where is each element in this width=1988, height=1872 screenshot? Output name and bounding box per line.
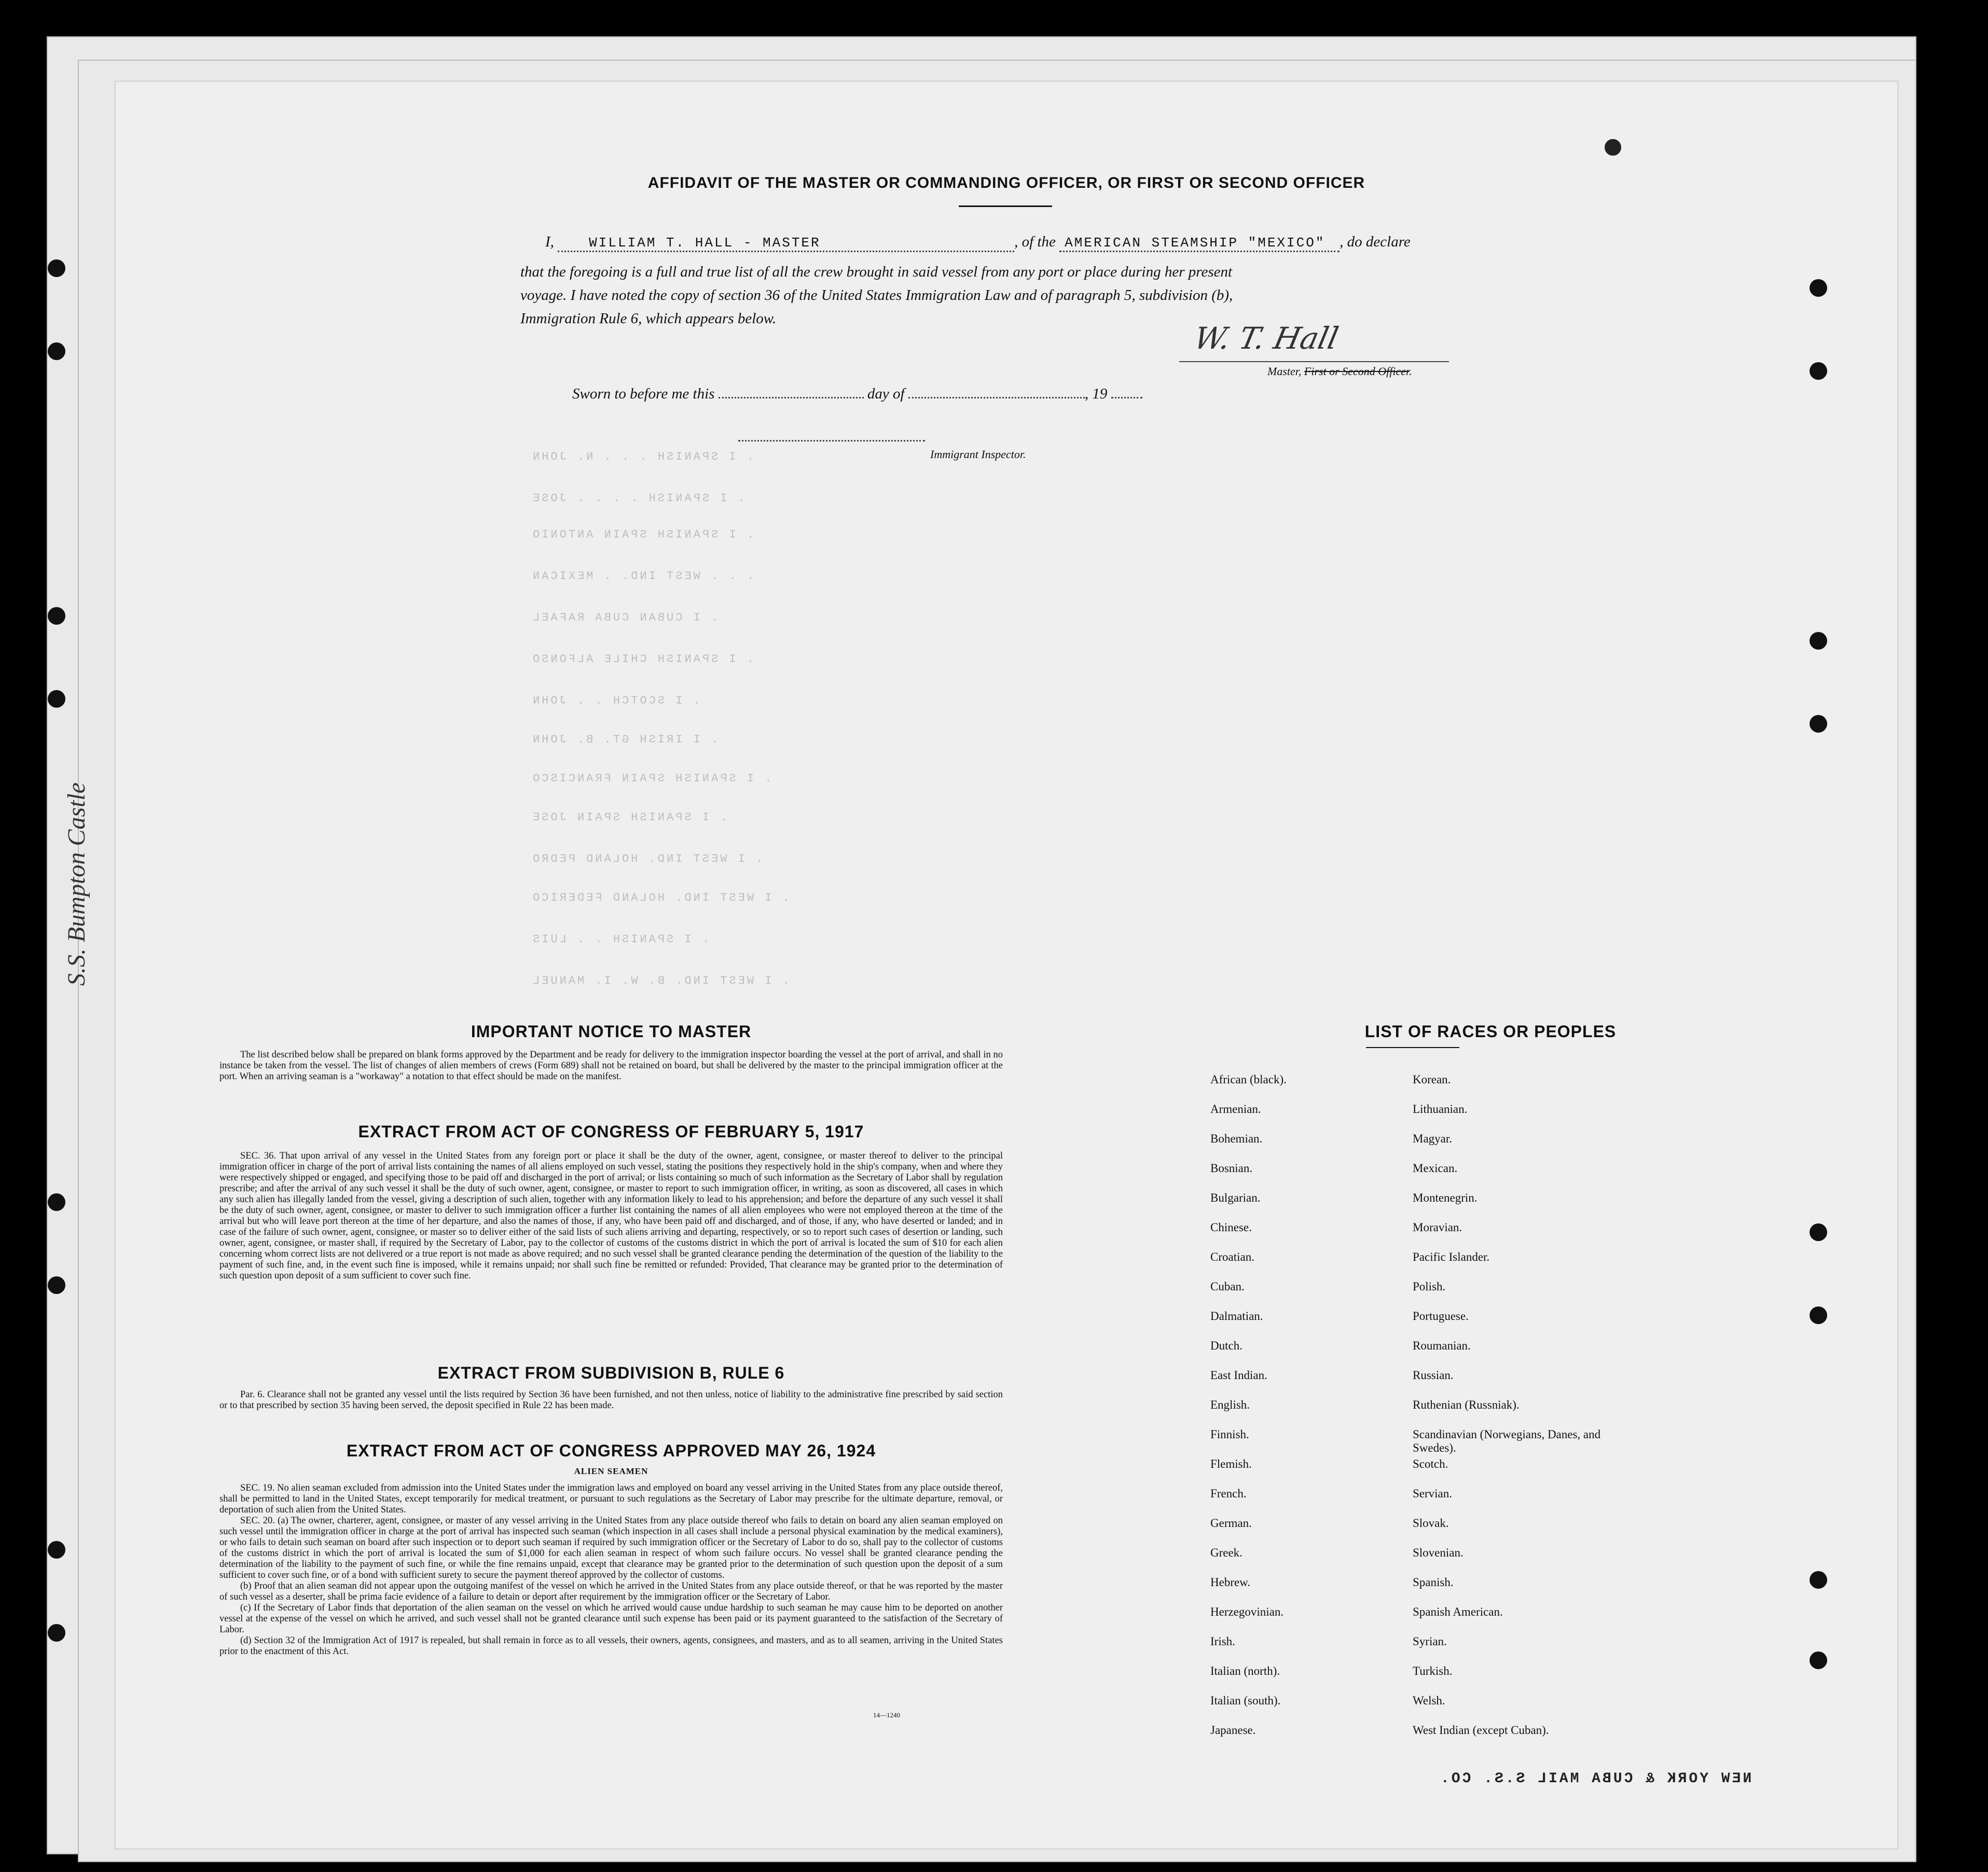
year-label: , 19 <box>1084 386 1108 402</box>
title-rule <box>959 205 1052 207</box>
race-item: Moravian. <box>1413 1221 1462 1234</box>
caption-period: . <box>1409 365 1412 378</box>
extract3-p4: (c) If the Secretary of Labor finds that deportation of the alien seaman on the vessel on which he arrived would cause undue hardship to such seaman he may cause him to be deported on another vessel at the expense of the vessel on which he arrived, and such vessel shall not be granted clearance until such expense has been paid or its payment guaranteed to the satisfaction of the Secretary of Labor. <box>219 1603 1003 1635</box>
punch-hole <box>1605 139 1621 156</box>
race-item: Magyar. <box>1413 1132 1453 1145</box>
bleed-row: . I WEST IND. HOLAND FEDERICO <box>531 891 790 904</box>
punch-hole <box>48 259 65 277</box>
race-item: Polish. <box>1413 1280 1446 1293</box>
race-item: German. <box>1210 1517 1252 1530</box>
race-item: Montenegrin. <box>1413 1191 1478 1204</box>
race-item: Welsh. <box>1413 1694 1445 1707</box>
race-item: Bulgarian. <box>1210 1191 1261 1204</box>
affidavit-line-2: that the foregoing is a full and true list of all the crew brought in said vessel from any port or place during her present <box>520 264 1233 280</box>
race-item: Chinese. <box>1210 1221 1252 1234</box>
punch-hole <box>1810 1651 1827 1669</box>
punch-hole <box>1810 632 1827 650</box>
master-name-field: WILLIAM T. HALL - MASTER <box>558 235 1014 252</box>
signature-rule <box>1179 361 1449 362</box>
notice-heading: IMPORTANT NOTICE TO MASTER <box>471 1022 752 1041</box>
race-item: Russian. <box>1413 1369 1454 1382</box>
affidavit-line-4: Immigration Rule 6, which appears below. <box>520 310 777 327</box>
punch-hole <box>48 1276 65 1294</box>
punch-hole <box>48 1541 65 1559</box>
race-item: Scandinavian (Norwegians, Danes, and Swedes). <box>1413 1428 1601 1454</box>
bleed-row: . I SPANISH SPAIN ANTONIO <box>531 528 754 541</box>
race-item: English. <box>1210 1398 1250 1411</box>
race-item: East Indian. <box>1210 1369 1267 1382</box>
race-item: Spanish. <box>1413 1576 1454 1589</box>
race-item: Croatian. <box>1210 1250 1254 1263</box>
master-label: Master, <box>1267 365 1304 378</box>
race-item: Japanese. <box>1210 1724 1256 1737</box>
extract3-p1: SEC. 19. No alien seaman excluded from admission into the United States under the immigration laws and employed on board any vessel arriving in the United States from any place outside thereof, shall be permitted to land in the United States, except temporarily for medical treatment, or pursuant to such regulations as the Secretary of Labor may prescribe for the ultimate departure, removal, or deportation of such alien from the United States. <box>219 1483 1003 1515</box>
race-item: Flemish. <box>1210 1457 1252 1470</box>
race-item: Italian (south). <box>1210 1694 1281 1707</box>
bleed-row: . I IRISH GT. B. JOHN <box>531 733 719 746</box>
extract3-p3: (b) Proof that an alien seaman did not appear upon the outgoing manifest of the vessel on which he arrived in the United States from any place outside thereof, or that he was reported by the master of such vessel as a deserter, shall be prima facie evidence of a failure to detain or deport after requirement by the immigration officer or the Secretary of Labor. <box>219 1581 1003 1602</box>
bleed-row: . I SPANISH SPAIN JOSE <box>531 811 727 824</box>
race-item: Cuban. <box>1210 1280 1245 1293</box>
race-item: West Indian (except Cuban). <box>1413 1724 1549 1737</box>
race-item: Pacific Islander. <box>1413 1250 1490 1263</box>
notice-text: The list described below shall be prepared on blank forms approved by the Department and be ready for delivery to the immigration inspector boarding the vessel at the port of arrival, and shall in no instance be taken from the vessel. The list of changes of alien members of crews (Form 689) shall not be retained on board, but shall be delivered by the master to the principal immigration officer at the port. When an arriving seaman is a "workaway" a notation to that effect should be made on the manifest. <box>219 1050 1003 1082</box>
extract3-p2: SEC. 20. (a) The owner, charterer, agent, consignee, or master of any vessel arriving in the United States from any place outside thereof who fails to detain on board any alien seaman employed on such vessel until the immigration officer in charge at the port of arrival has inspected such seaman (which inspection in all cases shall include a personal physical examination by the medical examiners), or who fails to detain such seaman on board after such inspection or to deport such seaman if required by such immigration officer or the Secretary of Labor to do so, shall pay to the collector of customs of the customs district in which the port of arrival is located the sum of $1,000 for each alien seaman in respect of whom such failure occurs. No vessel shall be granted clearance pending the determination of the liability to the payment of such fine, or while the fine remains unpaid, except that clearance may be granted prior to the determination of such question upon the deposit of a sum sufficient to cover such fine, or of a bond with sufficient surety to secure the payment thereof approved by the collector of customs. <box>219 1516 1003 1580</box>
race-item: Armenian. <box>1210 1103 1261 1116</box>
inspector-label: Immigrant Inspector. <box>930 448 1026 461</box>
document-sheet <box>114 80 1899 1850</box>
bleed-row: . I SPANISH CHILE ALFONSO <box>531 653 754 666</box>
punch-hole <box>1810 279 1827 297</box>
race-item: Scotch. <box>1413 1457 1448 1470</box>
sworn-label: Sworn to before me this <box>572 386 715 402</box>
races-heading: LIST OF RACES OR PEOPLES <box>1364 1022 1617 1041</box>
sworn-year-field <box>1111 397 1142 398</box>
races-rule <box>1366 1047 1459 1048</box>
bleed-row: . I SPANISH SPAIN FRANCISCO <box>531 772 772 785</box>
signature-caption <box>1267 365 1412 378</box>
form-number: 14—1240 <box>873 1711 900 1719</box>
extract3-subheading: ALIEN SEAMEN <box>574 1466 648 1476</box>
extract1-heading: EXTRACT FROM ACT OF CONGRESS OF FEBRUARY 5, 1917 <box>358 1122 864 1141</box>
race-item: Roumanian. <box>1413 1339 1471 1352</box>
bleed-row: . . . WEST IND. . MEXICAN <box>531 570 754 583</box>
extract3-p5: (d) Section 32 of the Immigration Act of 1917 is repealed, but shall remain in force as to all vessels, their owners, agents, consignees, and masters, and as to all seamen, arriving in the United States prior to the enactment of this Act. <box>219 1635 1003 1657</box>
bleed-row: . I WEST IND. B. W. I. MANUEL <box>531 974 790 987</box>
punch-hole <box>1810 1306 1827 1324</box>
race-item: Slovak. <box>1413 1517 1449 1530</box>
punch-hole <box>1810 1571 1827 1589</box>
race-item: Spanish American. <box>1413 1605 1503 1618</box>
bleed-row: . I SPANISH . . LUIS <box>531 933 710 946</box>
race-item: Italian (north). <box>1210 1664 1280 1677</box>
race-item: Greek. <box>1210 1546 1242 1559</box>
race-item: Bosnian. <box>1210 1162 1253 1175</box>
sworn-month-field <box>908 397 1085 398</box>
sworn-line <box>572 386 1142 403</box>
affidavit-declare: , do declare <box>1340 233 1411 250</box>
race-item: Servian. <box>1413 1487 1453 1500</box>
race-item: Portuguese. <box>1413 1310 1469 1323</box>
extract3-heading: EXTRACT FROM ACT OF CONGRESS APPROVED MAY 26, 1924 <box>346 1441 876 1460</box>
day-of-label: day of <box>867 386 905 402</box>
sworn-day-field <box>719 397 864 398</box>
race-item: Syrian. <box>1413 1635 1447 1648</box>
affidavit-line-1 <box>545 233 1411 252</box>
affidavit-i: I, <box>545 233 554 250</box>
margin-handwriting: S.S. Bumpton Castle <box>63 782 90 986</box>
affidavit-of-the: , of the <box>1014 233 1056 250</box>
race-item: Dalmatian. <box>1210 1310 1263 1323</box>
race-item: French. <box>1210 1487 1247 1500</box>
master-signature: W. T. Hall <box>1191 321 1342 356</box>
extract2-text: Par. 6. Clearance shall not be granted any vessel until the lists required by Section 36 have been furnished, and not then unless, notice of liability to the administrative fine prescribed by said section or to that prescribed by section 35 having been served, the deposit specified in Rule 22 has been made. <box>219 1389 1003 1411</box>
punch-hole <box>48 1624 65 1642</box>
race-item: African (black). <box>1210 1073 1287 1086</box>
punch-hole <box>48 342 65 360</box>
punch-hole <box>1810 715 1827 733</box>
race-item: Ruthenian (Russniak). <box>1413 1398 1520 1411</box>
bleed-row: . I SPANISH . . . . JOSE <box>531 492 745 505</box>
race-item: Hebrew. <box>1210 1576 1251 1589</box>
race-item: Mexican. <box>1413 1162 1458 1175</box>
bleed-row: . I SCOTCH . . JOHN <box>531 694 700 707</box>
race-item: Finnish. <box>1210 1428 1249 1441</box>
race-item: Turkish. <box>1413 1664 1453 1677</box>
race-item: Lithuanian. <box>1413 1103 1468 1116</box>
race-item: Dutch. <box>1210 1339 1242 1352</box>
race-item: Irish. <box>1210 1635 1235 1648</box>
race-item: Herzegovinian. <box>1210 1605 1284 1618</box>
officer-struck: First or Second Officer <box>1304 365 1410 378</box>
punch-hole <box>1810 1223 1827 1241</box>
extract3-body <box>219 1483 1003 1657</box>
extract1-text: SEC. 36. That upon arrival of any vessel in the United States from any foreign port or place it shall be the duty of the owner, agent, consignee, or master thereof to deliver to the principal immigration officer in charge of the port of arrival lists containing the names of all aliens employed on such vessel, stating the positions they respectively hold in the ship's company, when and where they were respectively shipped or engaged, and specifying those to be paid off and discharged in the port of arrival; or lists containing so much of such information as the Secretary of Labor shall by regulation prescribe; and after the arrival of any such vessel it shall be the duty of such owner, agent, consignee, or master to report to such immigration officer, in writing, as soon as discovered, all cases in which any such alien has illegally landed from the vessel, giving a description of such alien, together with any information likely to lead to his apprehension; and before the departure of any such vessel it shall be the duty of such owner, agent, consignee, or master to deliver to such immigration officer a further list containing the names of all alien employees who were not employed thereon at the time of the arrival but who will leave port thereon at the time of her departure, and also the names of those, if any, who have been paid off and discharged, and of those, if any, who have deserted or landed; and in case of the failure of such owner, agent, consignee, or master so to deliver either of the said lists of such aliens arriving and departing, respectively, or so to report such cases of desertion or landing, such owner, agent, consignee, or master shall, if required by the Secretary of Labor, pay to the collector of customs of the customs district in which the port of arrival is located the sum of $10 for each alien concerning whom correct lists are not delivered or a true report is not made as above required; and no such vessel shall be granted clearance pending the determination of the question of the liability to the payment of such fine, and, in the event such fine is imposed, while it remains unpaid; nor shall such fine be remitted or refunded: Provided, That clearance may be granted prior to the determination of such question upon deposit of a sum sufficient to cover such fine. <box>219 1151 1003 1281</box>
race-item: Bohemian. <box>1210 1132 1263 1145</box>
page-title: AFFIDAVIT OF THE MASTER OR COMMANDING OFFICER, OR FIRST OR SECOND OFFICER <box>647 174 1365 191</box>
bleed-row: . I WEST IND. HOLAND PEDRO <box>531 852 763 865</box>
inspector-rule <box>738 440 925 442</box>
race-item: Slovenian. <box>1413 1546 1464 1559</box>
bleed-row: . I CUBAN CUBA RAFAEL <box>531 611 719 624</box>
reverse-stamp: NEW YORK & CUBA MAIL S.S. CO. <box>1439 1771 1752 1787</box>
punch-hole <box>48 607 65 625</box>
race-item: Korean. <box>1413 1073 1451 1086</box>
vessel-name-field: AMERICAN STEAMSHIP "MEXICO" <box>1059 235 1340 252</box>
punch-hole <box>1810 362 1827 380</box>
extract2-heading: EXTRACT FROM SUBDIVISION B, RULE 6 <box>437 1364 785 1382</box>
affidavit-line-3: voyage. I have noted the copy of section 36 of the United States Immigration Law and of paragraph 5, subdivision (b), <box>520 287 1233 304</box>
punch-hole <box>48 690 65 708</box>
punch-hole <box>48 1193 65 1211</box>
bleed-row: . I SPANISH . . . N. JOHN <box>531 450 754 463</box>
